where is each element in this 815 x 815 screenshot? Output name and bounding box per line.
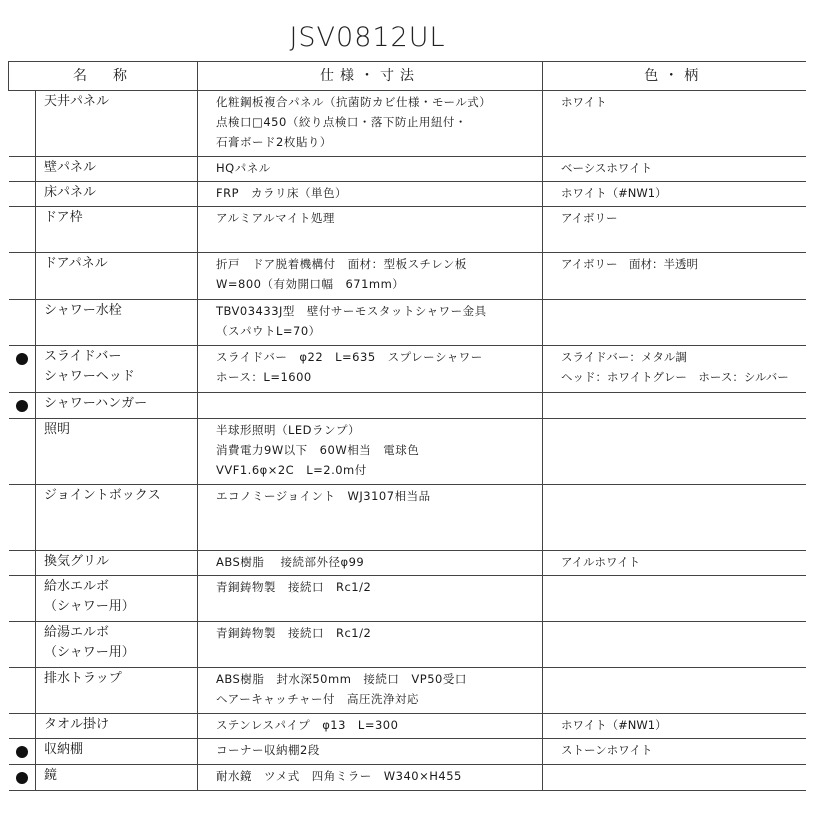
item-name: スライドバー シャワーヘッド [36, 346, 198, 393]
item-color [543, 419, 806, 485]
spec-table [8, 61, 806, 791]
item-color: アイルホワイト [543, 551, 806, 576]
item-spec: 青銅鋳物製 接続口 Rc1/2 [198, 576, 543, 622]
item-name: ジョイントボックス [36, 485, 198, 551]
spec-rows [9, 91, 806, 791]
row-marker [9, 576, 36, 622]
item-spec: TBV03433J型 壁付サーモスタットシャワー金具 （スパウトL=70） [198, 300, 543, 346]
item-spec: アルミアルマイト処理 [198, 207, 543, 253]
item-color [543, 485, 806, 551]
item-spec: ステンレスパイプ φ13 L=300 [198, 714, 543, 739]
item-spec [198, 393, 543, 419]
item-name: 収納棚 [36, 739, 198, 765]
row-marker [9, 91, 36, 157]
item-name: ドア枠 [36, 207, 198, 253]
row-marker [9, 253, 36, 300]
item-color [543, 668, 806, 714]
table-row [9, 576, 806, 622]
table-row [9, 551, 806, 576]
table-row [9, 253, 806, 300]
bullet-dot-icon [16, 400, 28, 412]
row-marker [9, 419, 36, 485]
item-spec: コーナー収納棚2段 [198, 739, 543, 765]
item-spec: 耐水鏡 ツメ式 四角ミラー W340×H455 [198, 765, 543, 791]
item-name: 壁パネル [36, 157, 198, 182]
row-marker [9, 207, 36, 253]
table-row [9, 419, 806, 485]
document-title: JSV0812UL [289, 22, 446, 53]
row-marker [9, 393, 36, 419]
header-spec: 仕様・寸法 [198, 62, 543, 91]
item-color: ホワイト（#NW1） [543, 182, 806, 207]
row-marker [9, 765, 36, 791]
item-spec: 青銅鋳物製 接続口 Rc1/2 [198, 622, 543, 668]
table-row [9, 157, 806, 182]
item-color: スライドバー：メタル調 ヘッド：ホワイトグレー ホース：シルバー [543, 346, 806, 393]
item-spec: HQパネル [198, 157, 543, 182]
item-spec: 折戸 ドア脱着機構付 面材：型板スチレン板 W=800（有効開口幅 671mm） [198, 253, 543, 300]
item-spec: ABS樹脂 封水深50mm 接続口 VP50受口 ヘアーキャッチャー付 高圧洗浄対応 [198, 668, 543, 714]
item-color [543, 576, 806, 622]
item-name: タオル掛け [36, 714, 198, 739]
item-color [543, 765, 806, 791]
item-color [543, 622, 806, 668]
item-color [543, 393, 806, 419]
table-row [9, 714, 806, 739]
row-marker [9, 622, 36, 668]
row-marker [9, 714, 36, 739]
table-row [9, 91, 806, 157]
header-name: 名 称 [9, 62, 198, 91]
item-color: アイボリー 面材：半透明 [543, 253, 806, 300]
item-name: シャワーハンガー [36, 393, 198, 419]
item-color: アイボリー [543, 207, 806, 253]
item-name: 床パネル [36, 182, 198, 207]
table-row [9, 622, 806, 668]
item-spec: スライドバー φ22 L=635 スプレーシャワー ホース：L=1600 [198, 346, 543, 393]
item-color: ストーンホワイト [543, 739, 806, 765]
item-name: 天井パネル [36, 91, 198, 157]
item-spec: ABS樹脂 接続部外径φ99 [198, 551, 543, 576]
item-name: 給水エルボ （シャワー用） [36, 576, 198, 622]
item-name: ドアパネル [36, 253, 198, 300]
row-marker [9, 157, 36, 182]
bullet-dot-icon [16, 746, 28, 758]
row-marker [9, 551, 36, 576]
item-name: 給湯エルボ （シャワー用） [36, 622, 198, 668]
row-marker [9, 668, 36, 714]
row-marker [9, 300, 36, 346]
bullet-dot-icon [16, 772, 28, 784]
table-row [9, 739, 806, 765]
table-row [9, 300, 806, 346]
table-row [9, 393, 806, 419]
item-color: ホワイト（#NW1） [543, 714, 806, 739]
table-row [9, 207, 806, 253]
table-row [9, 668, 806, 714]
item-color: ホワイト [543, 91, 806, 157]
item-spec: FRP カラリ床（単色） [198, 182, 543, 207]
table-row [9, 346, 806, 393]
bullet-dot-icon [16, 353, 28, 365]
table-row [9, 182, 806, 207]
item-name: 換気グリル [36, 551, 198, 576]
item-color [543, 300, 806, 346]
row-marker [9, 182, 36, 207]
item-spec: エコノミージョイント WJ3107相当品 [198, 485, 543, 551]
item-name: 照明 [36, 419, 198, 485]
item-spec: 半球形照明（LEDランプ） 消費電力9W以下 60W相当 電球色 VVF1.6φ×2C L=2.0m付 [198, 419, 543, 485]
item-name: 排水トラップ [36, 668, 198, 714]
table-row [9, 485, 806, 551]
table-row [9, 765, 806, 791]
item-name: シャワー水栓 [36, 300, 198, 346]
row-marker [9, 346, 36, 393]
header-row [9, 62, 806, 91]
row-marker [9, 739, 36, 765]
row-marker [9, 485, 36, 551]
item-name: 鏡 [36, 765, 198, 791]
header-color: 色・柄 [543, 62, 806, 91]
item-color: ベーシスホワイト [543, 157, 806, 182]
item-spec: 化粧鋼板複合パネル（抗菌防カビ仕様・モール式） 点検口□450（絞り点検口・落下防止用紐付・ 石膏ボード2枚貼り） [198, 91, 543, 157]
